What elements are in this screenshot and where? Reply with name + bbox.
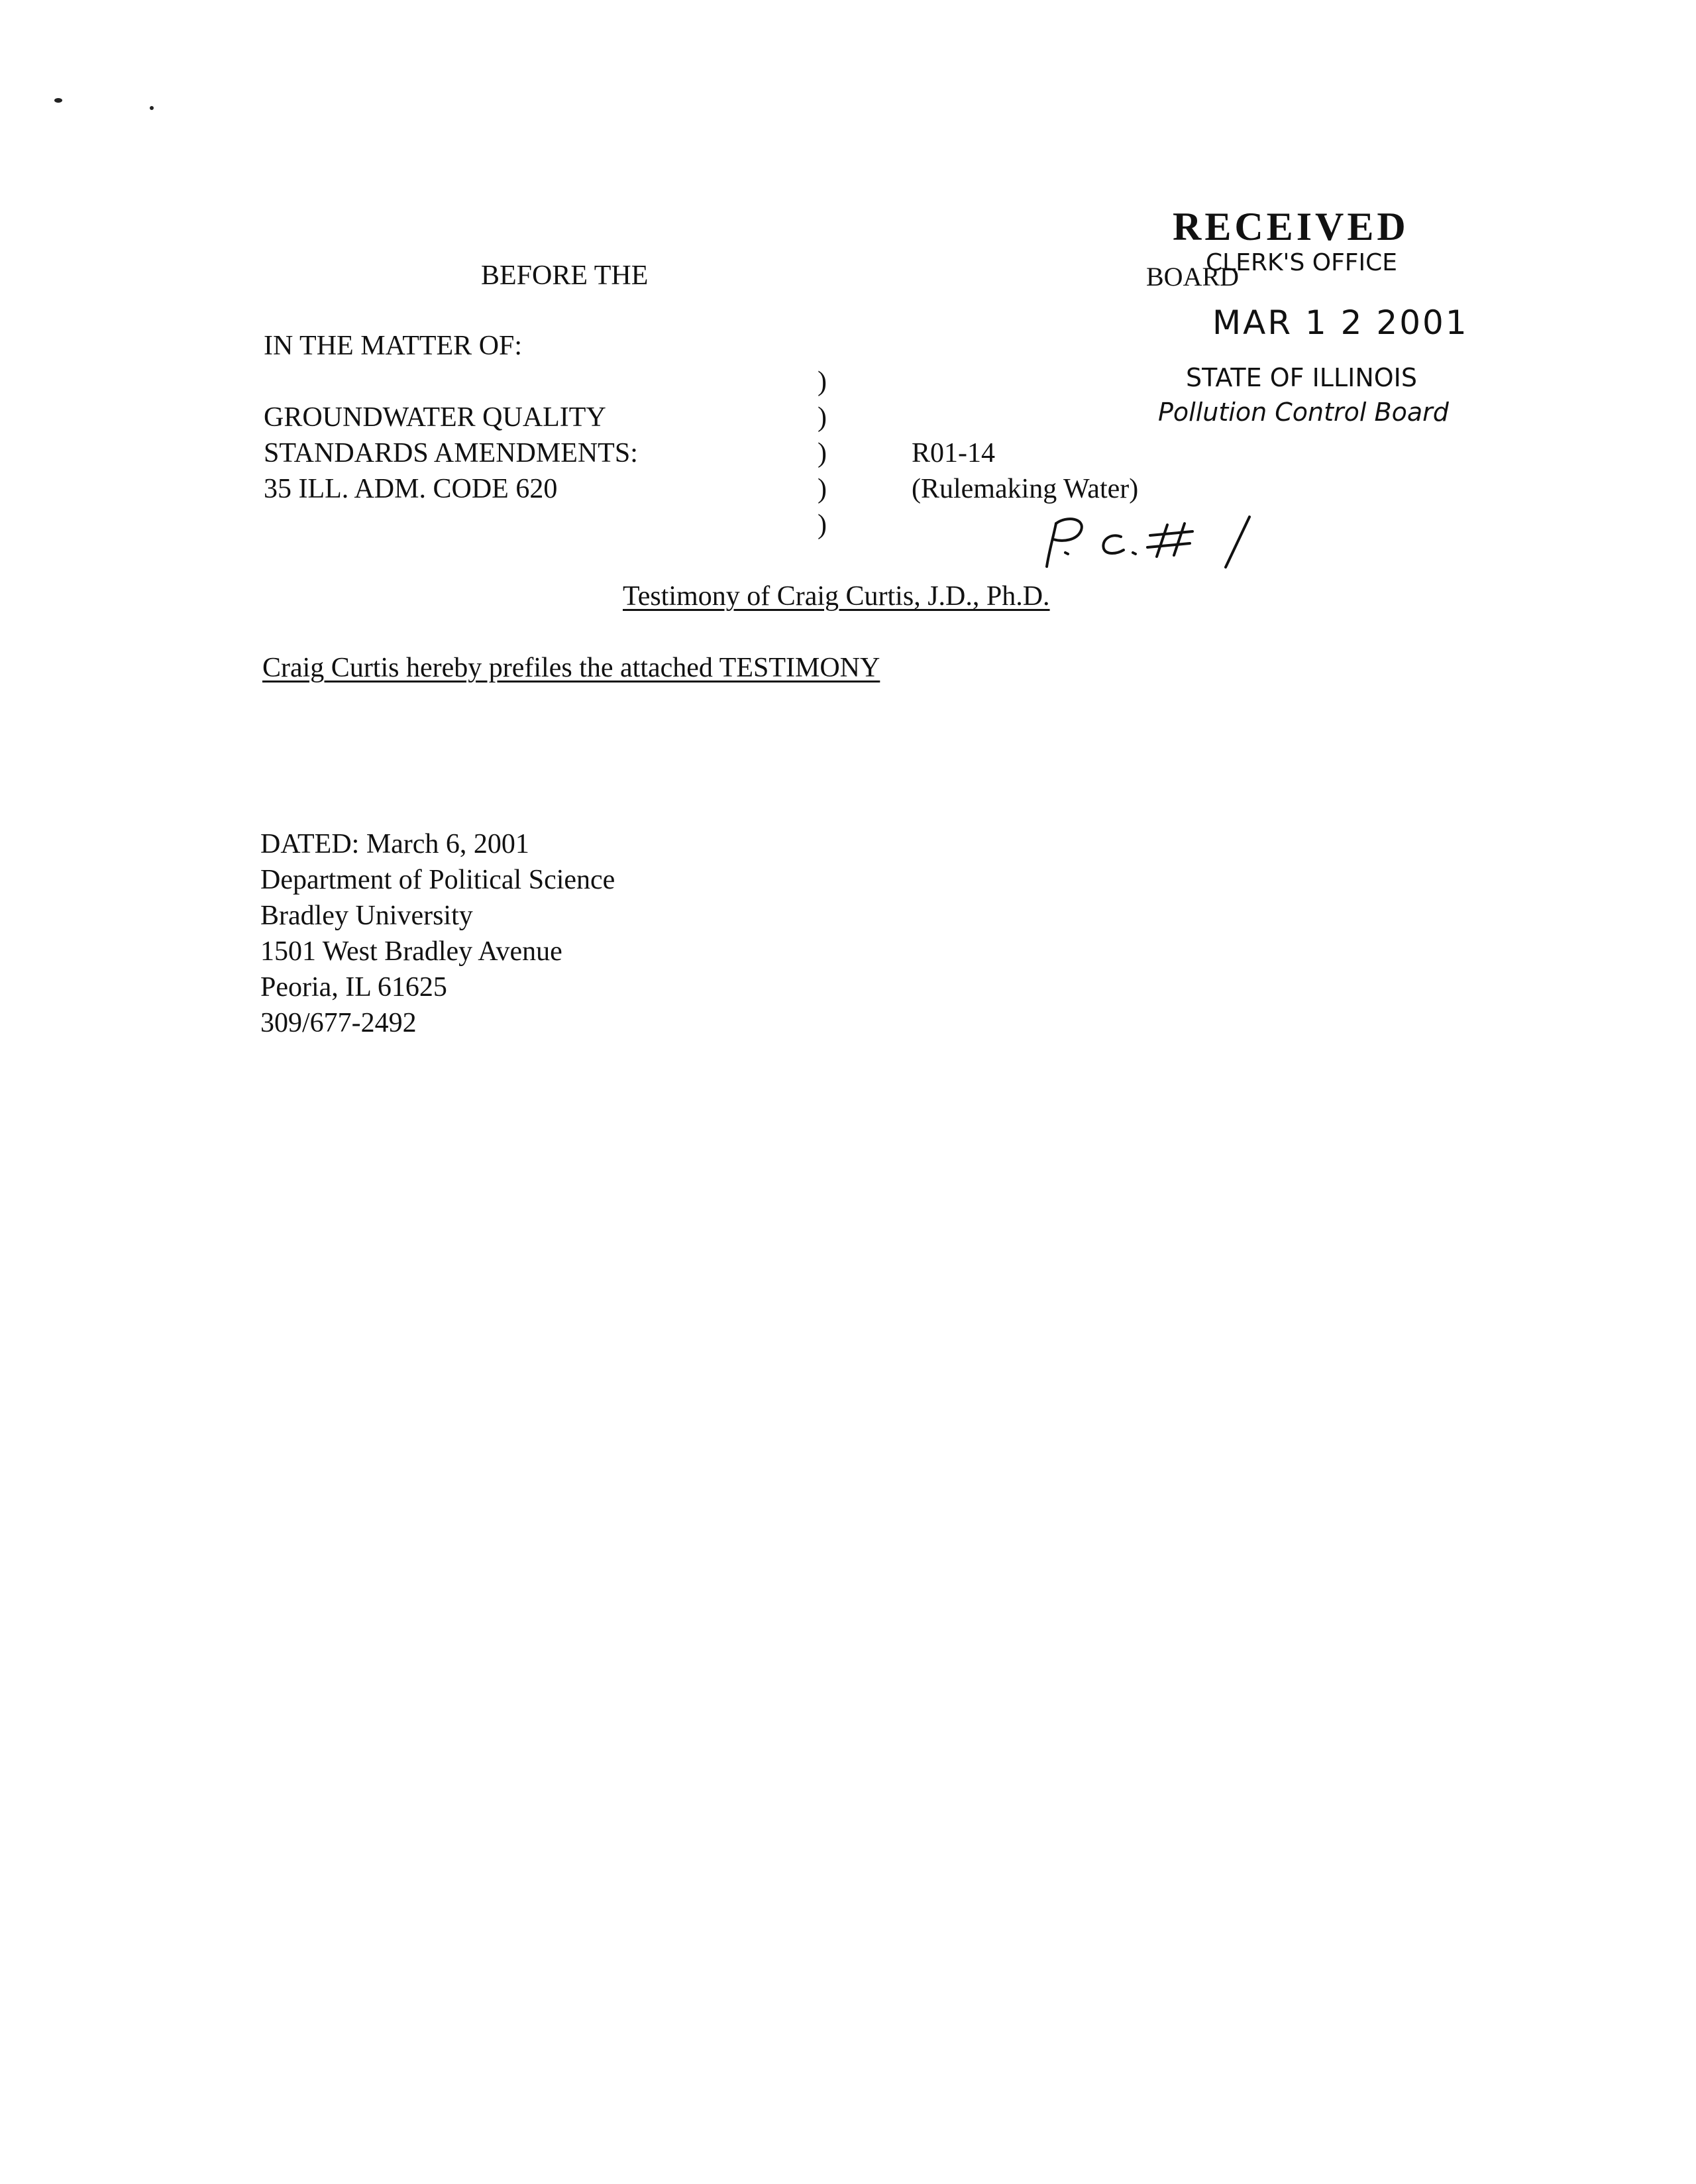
caption-line: GROUNDWATER QUALITY bbox=[264, 402, 606, 433]
address-line: 1501 West Bradley Avenue bbox=[260, 936, 562, 967]
caption-paren: ) bbox=[818, 366, 827, 397]
scan-speck bbox=[150, 106, 154, 110]
caption-line: STANDARDS AMENDMENTS: bbox=[264, 438, 638, 468]
received-stamp-title: RECEIVED bbox=[1173, 205, 1409, 248]
docket-type: (Rulemaking Water) bbox=[912, 474, 1139, 504]
caption-line: 35 ILL. ADM. CODE 620 bbox=[264, 474, 558, 504]
handwritten-pc-number bbox=[1027, 510, 1265, 576]
caption-paren: ) bbox=[818, 474, 827, 504]
caption-paren: ) bbox=[818, 438, 827, 468]
received-stamp-date: MAR 1 2 2001 bbox=[1212, 303, 1469, 342]
address-line: Peoria, IL 61625 bbox=[260, 972, 447, 1003]
received-stamp-board: BOARD bbox=[1146, 262, 1240, 292]
in-the-matter-of: IN THE MATTER OF: bbox=[264, 331, 523, 361]
address-line: Department of Political Science bbox=[260, 865, 615, 895]
testimony-title: Testimony of Craig Curtis, J.D., Ph.D. bbox=[623, 581, 1050, 612]
scan-speck bbox=[54, 98, 62, 103]
before-the-heading: BEFORE THE bbox=[481, 260, 649, 291]
address-line: Bradley University bbox=[260, 901, 473, 931]
dated-line: DATED: March 6, 2001 bbox=[260, 829, 529, 859]
prefile-statement: Craig Curtis hereby prefiles the attached TESTIMONY bbox=[262, 653, 880, 683]
caption-paren: ) bbox=[818, 402, 827, 433]
docket-number: R01-14 bbox=[912, 438, 995, 468]
caption-paren: ) bbox=[818, 510, 827, 540]
received-stamp-clerks-office: CLERK'S OFFICE bbox=[1206, 249, 1398, 276]
received-stamp-state: STATE OF ILLINOIS bbox=[1186, 363, 1417, 392]
received-stamp-board-name: Pollution Control Board bbox=[1158, 398, 1449, 427]
address-line: 309/677-2492 bbox=[260, 1008, 417, 1038]
